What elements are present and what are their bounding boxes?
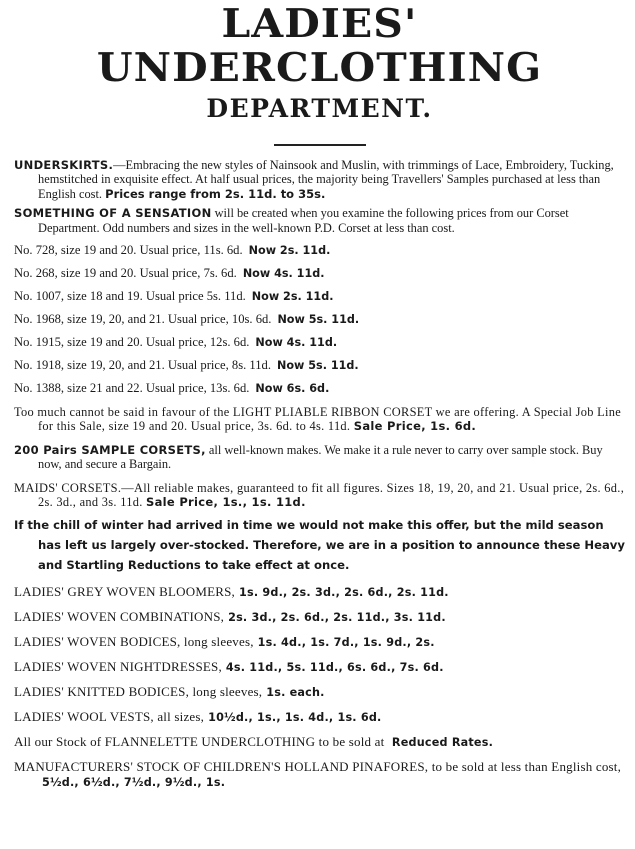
winter-notice: If the chill of winter had arrived in time we would not make this offer, but the mild season has left us largely over-stocked. Therefore, we are in a position to announce these Heavy and Startling Reductions to take effect at once. — [14, 518, 625, 573]
ladies-item — [14, 609, 625, 625]
page-subtitle: DEPARTMENT. — [206, 94, 433, 123]
sample-corsets-body: all well-known makes. We make it a rule never to carry over sample stock. Buy now, and secure a Bargain. — [38, 442, 603, 472]
ladies-item-desc: LADIES' KNITTED BODICES, long sleeves, — [14, 684, 263, 700]
pinafores-body: MANUFACTURERS' STOCK OF CHILDREN'S HOLLAND PINAFORES, to be sold at less than English cost, — [14, 759, 622, 775]
corset-desc: No. 1007, size 18 and 19. Usual price 5s. 11d. — [14, 289, 246, 304]
corset-desc: No. 1968, size 19, 20, and 21. Usual price, 10s. 6d. — [14, 312, 272, 327]
corset-item — [14, 358, 625, 373]
maids-corsets-paragraph — [14, 481, 625, 510]
underskirts-paragraph — [14, 158, 625, 201]
ladies-item-prices: 4s. 11d., 5s. 11d., 6s. 6d., 7s. 6d. — [225, 661, 444, 675]
underskirts-lead: UNDERSKIRTS. — [14, 158, 114, 172]
corset-desc: No. 1388, size 21 and 22. Usual price, 13s. 6d. — [14, 381, 250, 396]
ladies-item-prices: 1s. each. — [266, 686, 325, 700]
corset-now-price: Now 4s. 11d. — [255, 336, 338, 350]
corset-now-price: Now 2s. 11d. — [248, 244, 331, 258]
corset-item — [14, 335, 625, 350]
pinafores-prices: 5½d., 6½d., 7½d., 9½d., 1s. — [42, 776, 226, 790]
corset-item — [14, 266, 625, 281]
corset-item — [14, 381, 625, 396]
ladies-item-desc: LADIES' WOVEN BODICES, long sleeves, — [14, 634, 254, 650]
ladies-item — [14, 709, 625, 725]
underskirts-body: —Embracing the new styles of Nainsook and Muslin, with trimmings of Lace, Embroidery, Tucking, hemstitched in exquisite effect. At half usual prices, the majority being Travellers' Samples purchased at less than English cost. — [38, 158, 614, 201]
flannelette-body: All our Stock of FLANNELETTE UNDERCLOTHING to be sold at — [14, 734, 385, 750]
flannelette-paragraph — [14, 734, 625, 750]
title-divider — [274, 144, 366, 146]
corset-now-price: Now 5s. 11d. — [276, 359, 359, 373]
corset-item — [14, 243, 625, 258]
sensation-paragraph — [14, 206, 625, 235]
maids-corsets-body: MAIDS' CORSETS.—All reliable makes, guaranteed to fit all figures. Sizes 18, 19, 20, and 21. Usual price, 2s. 6d., 2s. 3d., and 3s. 11d. — [14, 480, 625, 510]
corset-now-price: Now 4s. 11d. — [242, 267, 325, 281]
ladies-item-prices: 1s. 9d., 2s. 3d., 2s. 6d., 2s. 11d. — [239, 586, 449, 600]
ribbon-corset-body: Too much cannot be said in favour of the LIGHT PLIABLE RIBBON CORSET we are offering. A Special Job Line for this Sale, size 19 and 20. Usual price, 3s. 6d. to 4s. 11d. — [14, 405, 622, 434]
ladies-item-prices: 10½d., 1s., 1s. 4d., 1s. 6d. — [208, 711, 382, 725]
corset-desc: No. 1918, size 19, 20, and 21. Usual price, 8s. 11d. — [14, 358, 271, 373]
corset-now-price: Now 5s. 11d. — [277, 313, 360, 327]
ladies-item-desc: LADIES' WOVEN COMBINATIONS, — [14, 609, 225, 625]
maids-corsets-sale: Sale Price, 1s., 1s. 11d. — [146, 495, 306, 510]
corset-desc: No. 268, size 19 and 20. Usual price, 7s. 6d. — [14, 266, 237, 281]
corset-now-price: Now 6s. 6d. — [255, 382, 330, 396]
sample-corsets-lead: 200 Pairs SAMPLE CORSETS, — [14, 442, 206, 457]
corset-desc: No. 1915, size 19 and 20. Usual price, 12s. 6d. — [14, 335, 250, 350]
ladies-item-prices: 1s. 4d., 1s. 7d., 1s. 9d., 2s. — [257, 636, 435, 650]
ladies-item-desc: LADIES' WOOL VESTS, all sizes, — [14, 709, 205, 725]
ladies-item-desc: LADIES' WOVEN NIGHTDRESSES, — [14, 659, 222, 675]
corset-item — [14, 289, 625, 304]
ladies-item-desc: LADIES' GREY WOVEN BLOOMERS, — [14, 584, 235, 600]
flannelette-reduced: Reduced Rates. — [391, 736, 494, 750]
ribbon-corset-paragraph — [14, 405, 625, 434]
ladies-item — [14, 659, 625, 675]
ribbon-corset-sale: Sale Price, 1s. 6d. — [353, 419, 477, 434]
corset-now-price: Now 2s. 11d. — [251, 290, 334, 304]
sensation-body: will be created when you examine the following prices from our Corset Department. Odd numbers and sizes in the well-known P.D. Corset at less than cost. — [38, 206, 569, 235]
underskirts-price: Prices range from 2s. 11d. to 35s. — [105, 186, 326, 201]
corset-item — [14, 312, 625, 327]
ladies-item — [14, 634, 625, 650]
pinafores-paragraph — [14, 759, 625, 790]
ladies-item-prices: 2s. 3d., 2s. 6d., 2s. 11d., 3s. 11d. — [228, 611, 446, 625]
ladies-item — [14, 584, 625, 600]
corset-desc: No. 728, size 19 and 20. Usual price, 11s. 6d. — [14, 243, 243, 258]
ladies-item — [14, 684, 625, 700]
page-title: LADIES' UNDERCLOTHING — [96, 1, 543, 91]
sensation-lead: SOMETHING OF A SENSATION — [14, 206, 212, 221]
sample-corsets-paragraph — [14, 443, 625, 472]
